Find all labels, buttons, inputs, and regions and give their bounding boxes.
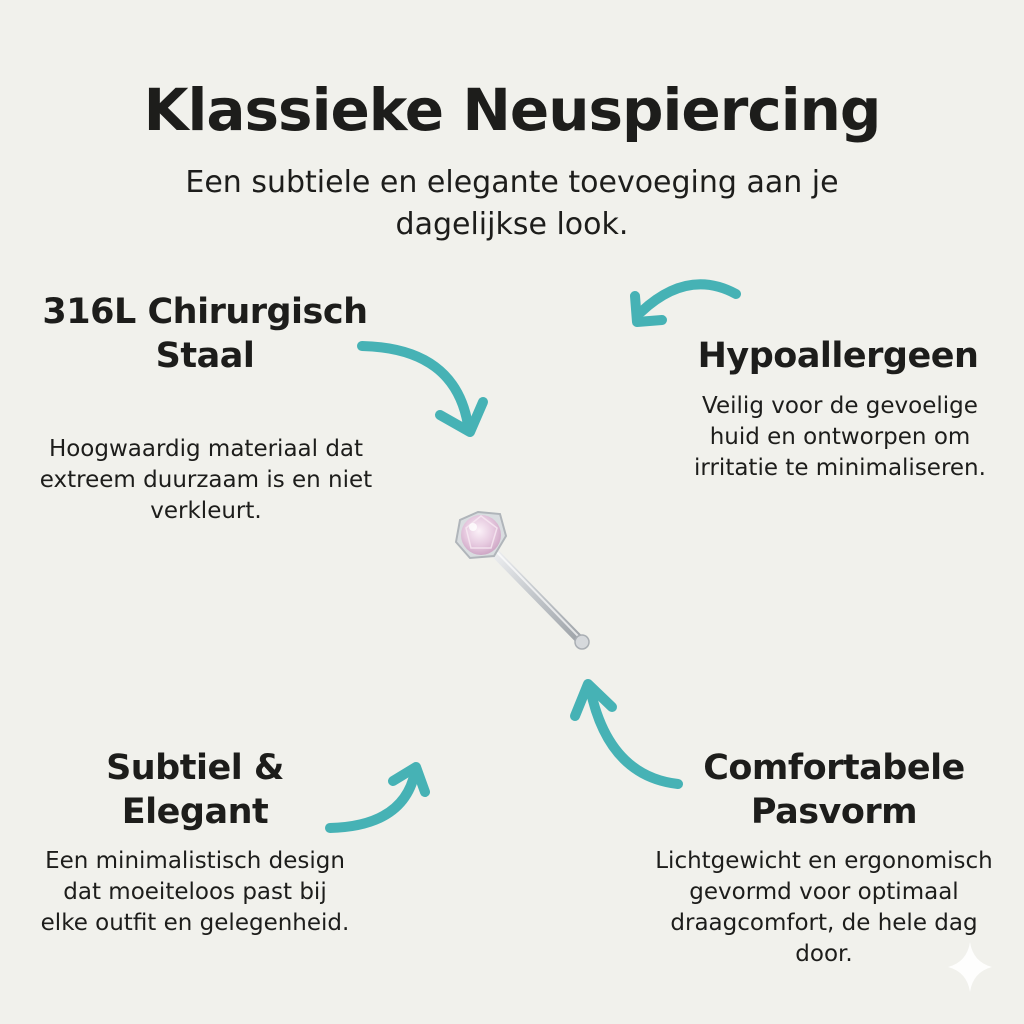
feature-description-hypoallergenic: Veilig voor de gevoelige huid en ontworpen om irritatie te minimaliseren. bbox=[694, 393, 986, 481]
feature-title-subtle-elegant: Subtiel & Elegant bbox=[106, 748, 284, 832]
feature-title-comfortable-fit: Comfortabele Pasvorm bbox=[703, 748, 965, 832]
page-subtitle: Een subtiele en elegante toevoeging aan je dagelijkse look. bbox=[185, 165, 839, 242]
sparkle-icon bbox=[948, 942, 992, 992]
feature-description-surgical-steel: Hoogwaardig materiaal dat extreem duurzaam is en niet verkleurt. bbox=[39, 436, 373, 524]
feature-description-subtle-elegant: Een minimalistisch design dat moeiteloos past bij elke outfit en gelegenheid. bbox=[40, 848, 350, 936]
feature-title-surgical-steel: 316L Chirurgisch Staal bbox=[42, 292, 368, 376]
curved-arrow-icon bbox=[330, 767, 425, 828]
feature-description-comfortable-fit: Lichtgewicht en ergonomisch gevormd voor optimaal draagcomfort, de hele dag door. bbox=[655, 848, 993, 967]
feature-title-hypoallergenic: Hypoallergeen bbox=[697, 336, 979, 376]
nose-stud-icon bbox=[456, 512, 589, 649]
page-title: Klassieke Neuspiercing bbox=[143, 76, 881, 144]
curved-arrow-icon bbox=[635, 284, 736, 322]
curved-arrow-icon bbox=[575, 684, 678, 784]
curved-arrow-icon bbox=[362, 346, 483, 432]
